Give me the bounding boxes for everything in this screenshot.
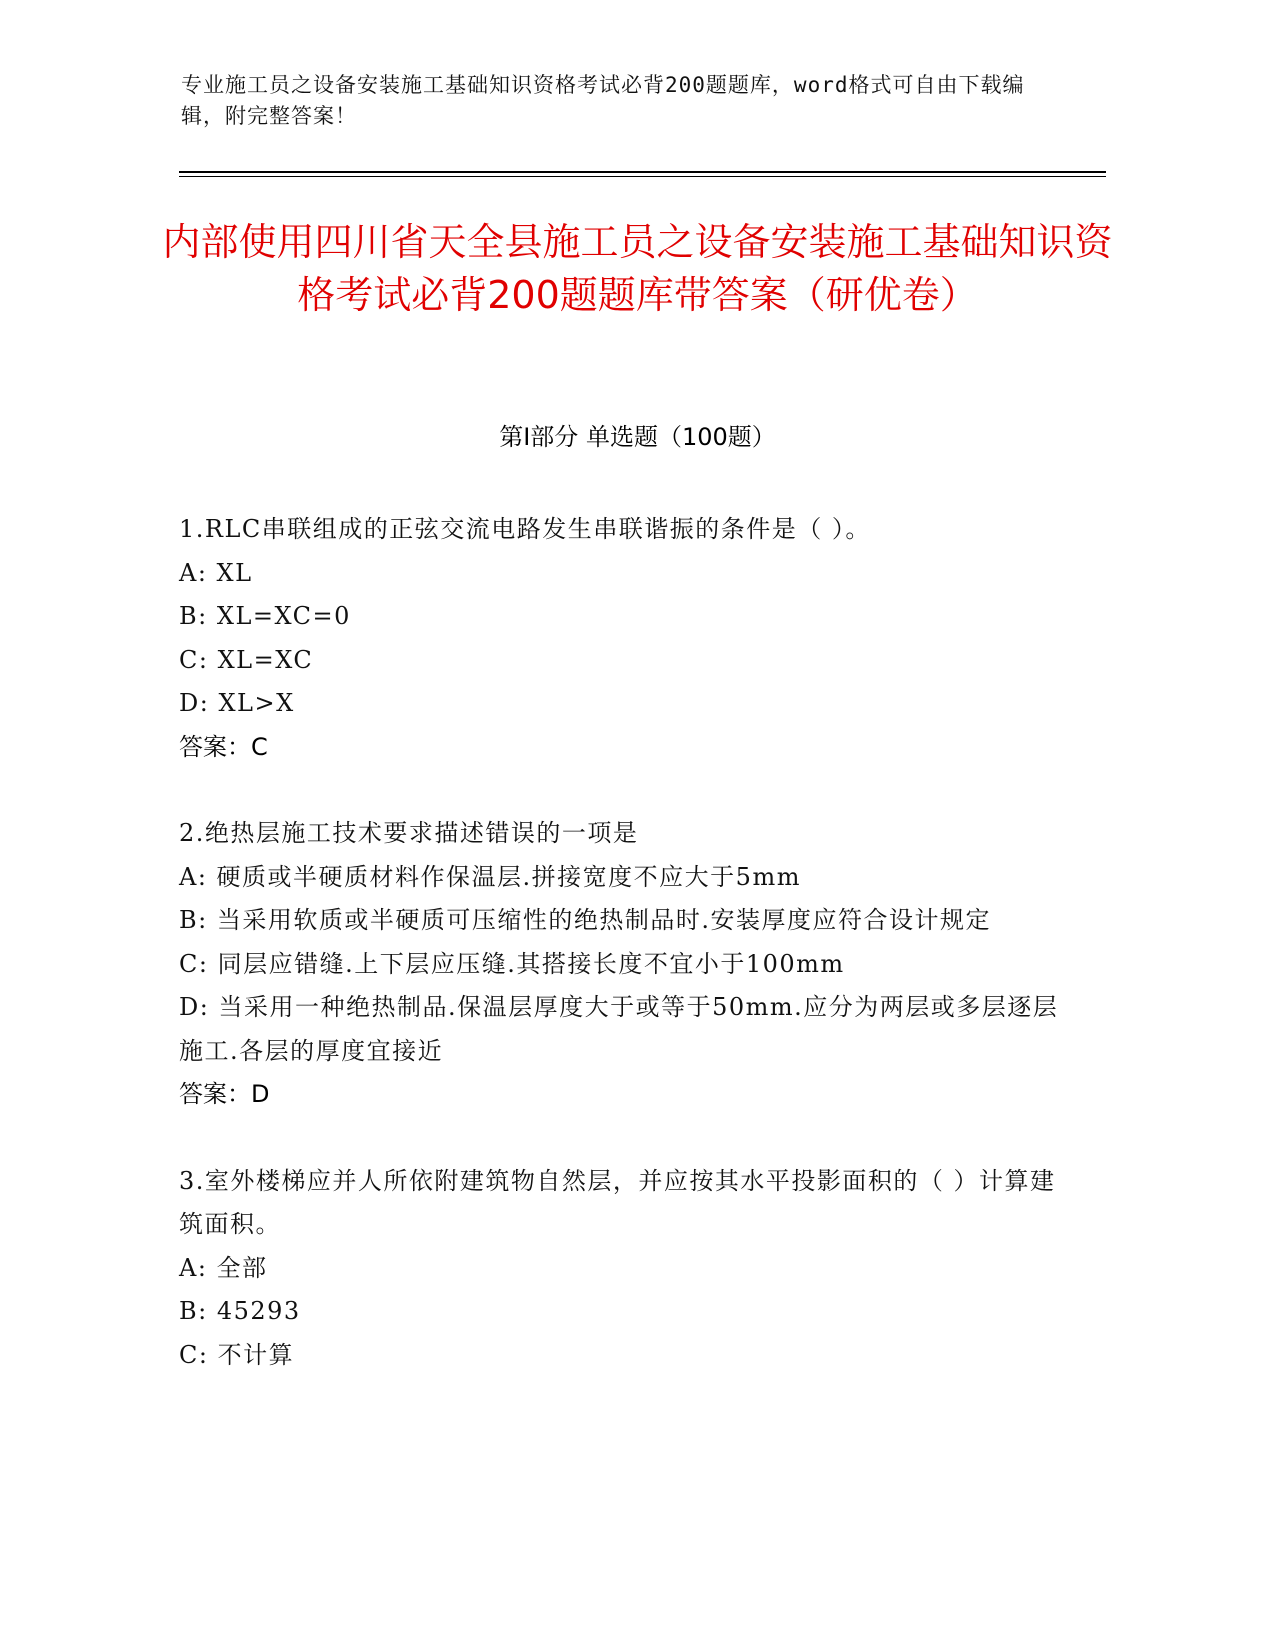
question-stem: 2.绝热层施工技术要求描述错误的一项是 <box>179 819 639 847</box>
option-a: A: XL <box>179 558 253 587</box>
option-a: A: 全部 <box>179 1253 268 1282</box>
question-spacer <box>179 1117 1059 1160</box>
document-title: 内部使用四川省天全县施工员之设备安装施工基础知识资格考试必背200题题库带答案（研优卷） <box>162 220 1113 317</box>
question-stem: 1.RLC串联组成的正弦交流电路发生串联谐振的条件是（ ）。 <box>179 515 871 543</box>
option-c: C: 不计算 <box>179 1340 295 1369</box>
option-a: A: 硬质或半硬质材料作保温层.拼接宽度不应大于5mm <box>179 862 801 891</box>
question-spacer <box>179 769 1059 812</box>
answer-line: 答案：C <box>179 732 268 761</box>
option-d: D: 当采用一种绝热制品.保温层厚度大于或等于50mm.应分为两层或多层逐层施工.各层的厚度宜接近 <box>179 993 1059 1065</box>
section-title: 第Ⅰ部分 单选题（100题） <box>499 423 776 451</box>
option-b: B: 当采用软质或半硬质可压缩性的绝热制品时.安装厚度应符合设计规定 <box>179 906 991 934</box>
question-2 <box>179 812 1059 1117</box>
option-b: B: XL=XC=0 <box>179 602 351 630</box>
option-c: C: 同层应错缝.上下层应压缝.其搭接长度不宜小于100mm <box>179 949 845 978</box>
option-d: D: XL>X <box>179 689 295 717</box>
option-b: B: 45293 <box>179 1297 301 1325</box>
option-c: C: XL=XC <box>179 645 314 674</box>
question-1 <box>179 508 1059 769</box>
question-3 <box>179 1160 1059 1378</box>
answer-line: 答案：D <box>179 1080 270 1108</box>
question-list <box>179 508 1059 1377</box>
header-divider-thick <box>179 171 1106 173</box>
header-divider-thin <box>179 176 1106 177</box>
header-note: 专业施工员之设备安装施工基础知识资格考试必背200题题库，word格式可自由下载编辑，附完整答案！ <box>181 73 1025 128</box>
question-stem: 3.室外楼梯应并人所依附建筑物自然层，并应按其水平投影面积的（ ）计算建筑面积。 <box>179 1166 1056 1238</box>
